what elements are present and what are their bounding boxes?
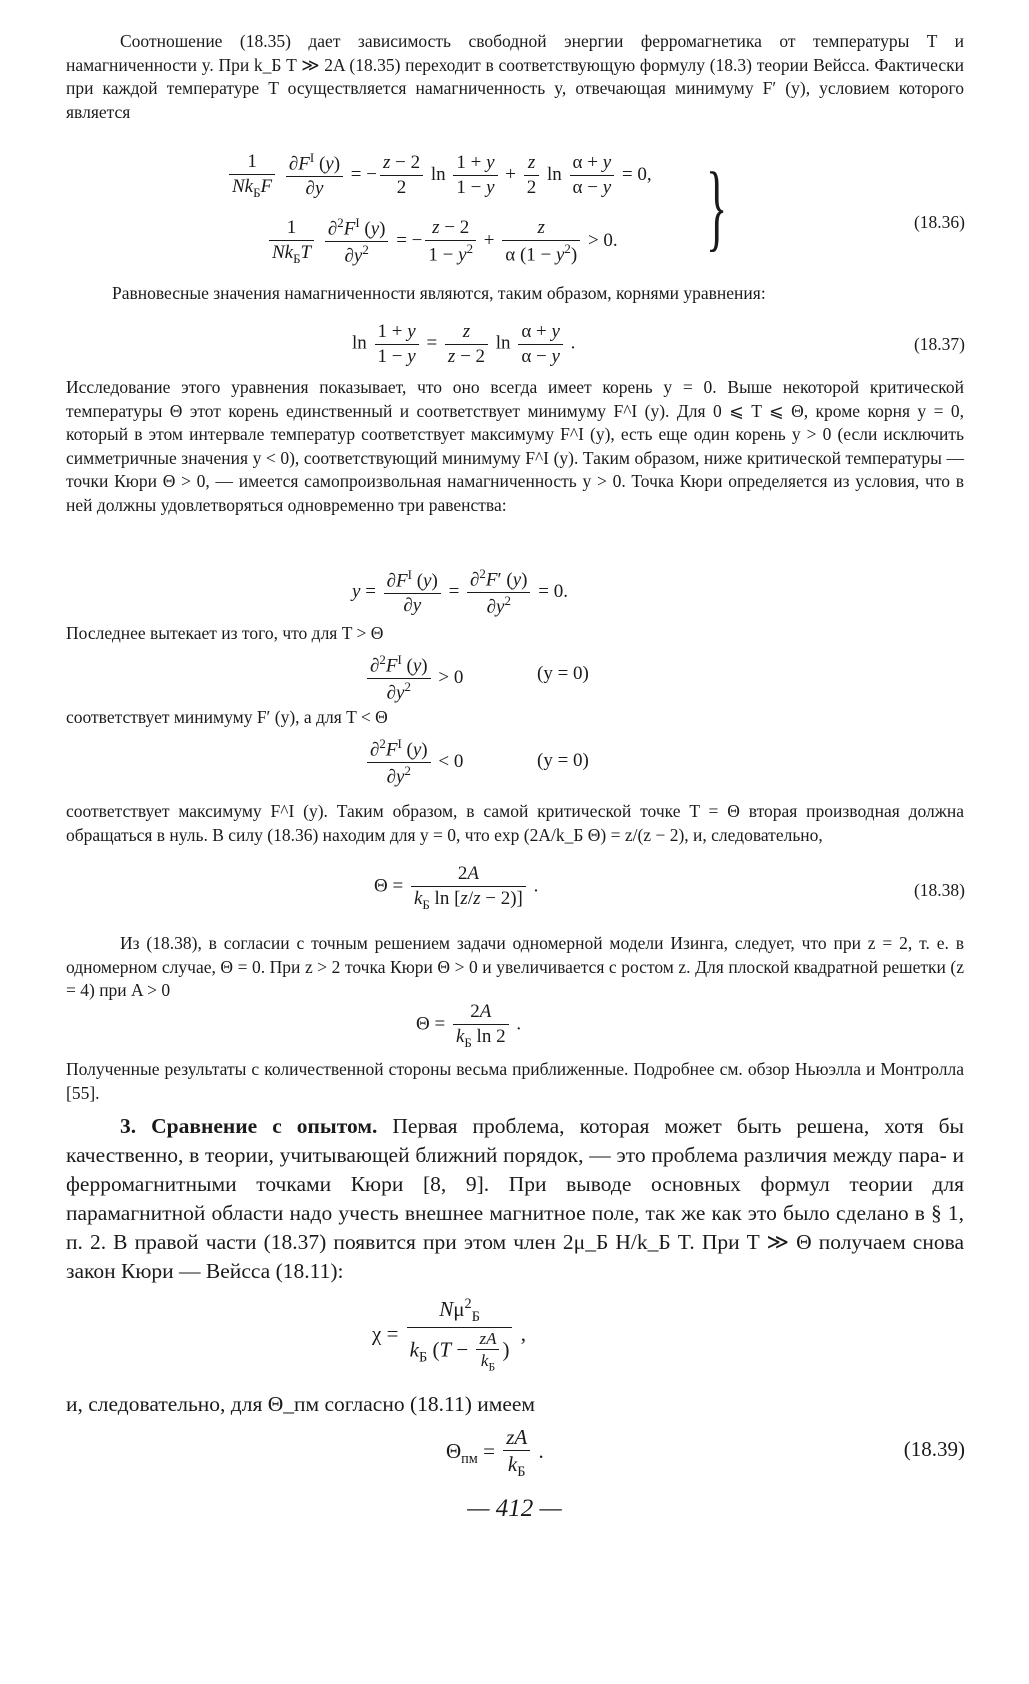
right-brace: } [706,153,728,261]
equation-curie-weiss: χ = $N\mu^2_Б$ $k_Б$ (T − $\frac{zA}{k_Б}$ ) , [372,1296,526,1374]
equation-18-37: ln $\frac{1 + y}{1 - y}$ = $\frac{z}{z - 2}$ ln $\frac{\alpha + y}{\alpha - y}$ . [352,321,576,367]
page-number: — 412 — [467,1495,562,1522]
equation-second-derivative-negative: $\frac{\partial^2F^I (y)}{\partial y^2}$ < 0 [364,736,463,789]
condition-y-zero-2: (y = 0) [537,750,589,771]
paragraph-approximate: Полученные результаты с количественной стороны весьма приближенные. Подробнее см. обзор Ньюэлла и Монтролла [55]. [66,1059,964,1103]
equation-curie-condition: y = $\frac{\partial F^I (y)}{\partial y}$ = $\frac{\partial^2F' (y)}{\partial y^2}$ = 0. [352,566,568,618]
condition-y-zero-1: (y = 0) [537,663,589,684]
equation-18-36-line2: $\frac{1}{Nk_БT}$ $\frac{\partial^2F^I (y)}{\partial y^2}$ = − $\frac{z - 2}{1 - y^2}$ + $\frac{z}{\alpha (1 - y^2)}$ > 0. [266,215,618,268]
section-3-paragraph [66,1112,964,1285]
section-3-heading: 3. Сравнение с опытом. [120,1114,378,1138]
paragraph-last-follows: Последнее вытекает из того, что для T > Θ [66,623,384,643]
paragraph-ising: Из (18.38), в согласии с точным решением задачи одномерной модели Изинга, следует, что при z = 2, т. е. в одномерном случае, Θ = 0. При z > 2 точка Кюри Θ > 0 и увеличивается с ростом z. Для плоской квадратной решетки (z = 4) при A > 0 [66,933,964,1001]
equation-second-derivative-positive: $\frac{\partial^2F^I (y)}{\partial y^2}$ > 0 [364,652,463,705]
paragraph-theta-pm: и, следовательно, для Θ_пм согласно (18.11) имеем [66,1392,536,1416]
equation-18-39: $\Theta_{пм}$ = $\frac{zA}{k_Б}$ . [446,1425,544,1481]
paragraph-maximum: соответствует максимуму F^I (y). Таким образом, в самой критической точке T = Θ вторая производная должна обращаться в нуль. В силу (18.36) находим для y = 0, что exp (2A/k_Б Θ) = z/(z − 2), и, следовательно, [66,801,964,845]
paragraph-equilibrium [66,282,964,306]
equation-number-18-36: (18.36) [913,212,965,232]
equation-number-18-38: (18.38) [913,880,965,900]
equation-18-36-line1: $\frac{1}{Nk_БF}$ $\frac{\partial F^I (y)}{\partial y}$ = − $\frac{z - 2}{2}$ ln $\frac{1 + y}{1 - y}$ + $\frac{z}{2}$ ln $\frac{\alpha + y}{\alpha - y}$ = 0, [226,150,652,201]
paragraph-minimum: соответствует минимуму F′ (y), а для T < Θ [66,707,388,727]
equation-number-18-37: (18.37) [913,334,965,354]
paragraph-intro: Соотношение (18.35) дает зависимость свободной энергии ферромагнетика от температуры T и намагниченности y. При k_Б T ≫ 2A (18.35) переходит в соответствующую формулу (18.3) теории Вейсса. Фактически при каждой температуре T осуществляется намагниченность y, отвечающая минимуму F′ (y), условием которого является [66,31,964,122]
equation-18-38: Θ = $\frac{2A}{k_Б \ln [z/z - 2)]}$ . [374,863,539,912]
equation-square-lattice: Θ = $\frac{2A}{k_Б \ln 2}$ . [416,1001,522,1050]
section-3-text: Первая проблема, которая может быть решена, хотя бы качественно, в теории, учитывающей ближний порядок, — это проблема различия между пара- и ферромагнитными точками Кюри [8, 9]. При выводе основных формул теории для парамагнитной области надо учесть внешнее магнитное поле, так же как это было сделано в § 1, п. 2. В правой части (18.37) появится при этом член 2μ_Б H/k_Б T. При T ≫ Θ получаем снова закон Кюри — Вейсса (18.11): [66,1114,964,1283]
paragraph-equilibrium-text: Равновесные значения намагниченности являются, таким образом, корнями уравнения: [112,283,766,303]
equation-number-18-39: (18.39) [903,1437,965,1461]
paragraph-analysis: Исследование этого уравнения показывает, что оно всегда имеет корень y = 0. Выше некоторой критической температуры Θ этот корень единственный и соответствует минимуму F^I (y). Для 0 ⩽ T ⩽ Θ, кроме корня y = 0, который в этом интервале температур соответствует максимуму F^I (y), есть еще один корень y > 0 (если исключить симметричные значения y < 0), соответствующий минимуму F^I (y). Таким образом, ниже критической температуры — точки Кюри Θ > 0, — имеется самопроизвольная намагниченность y > 0. Точка Кюри определяется из условия, что в ней должны удовлетворяться одновременно три равенства: [66,377,964,515]
